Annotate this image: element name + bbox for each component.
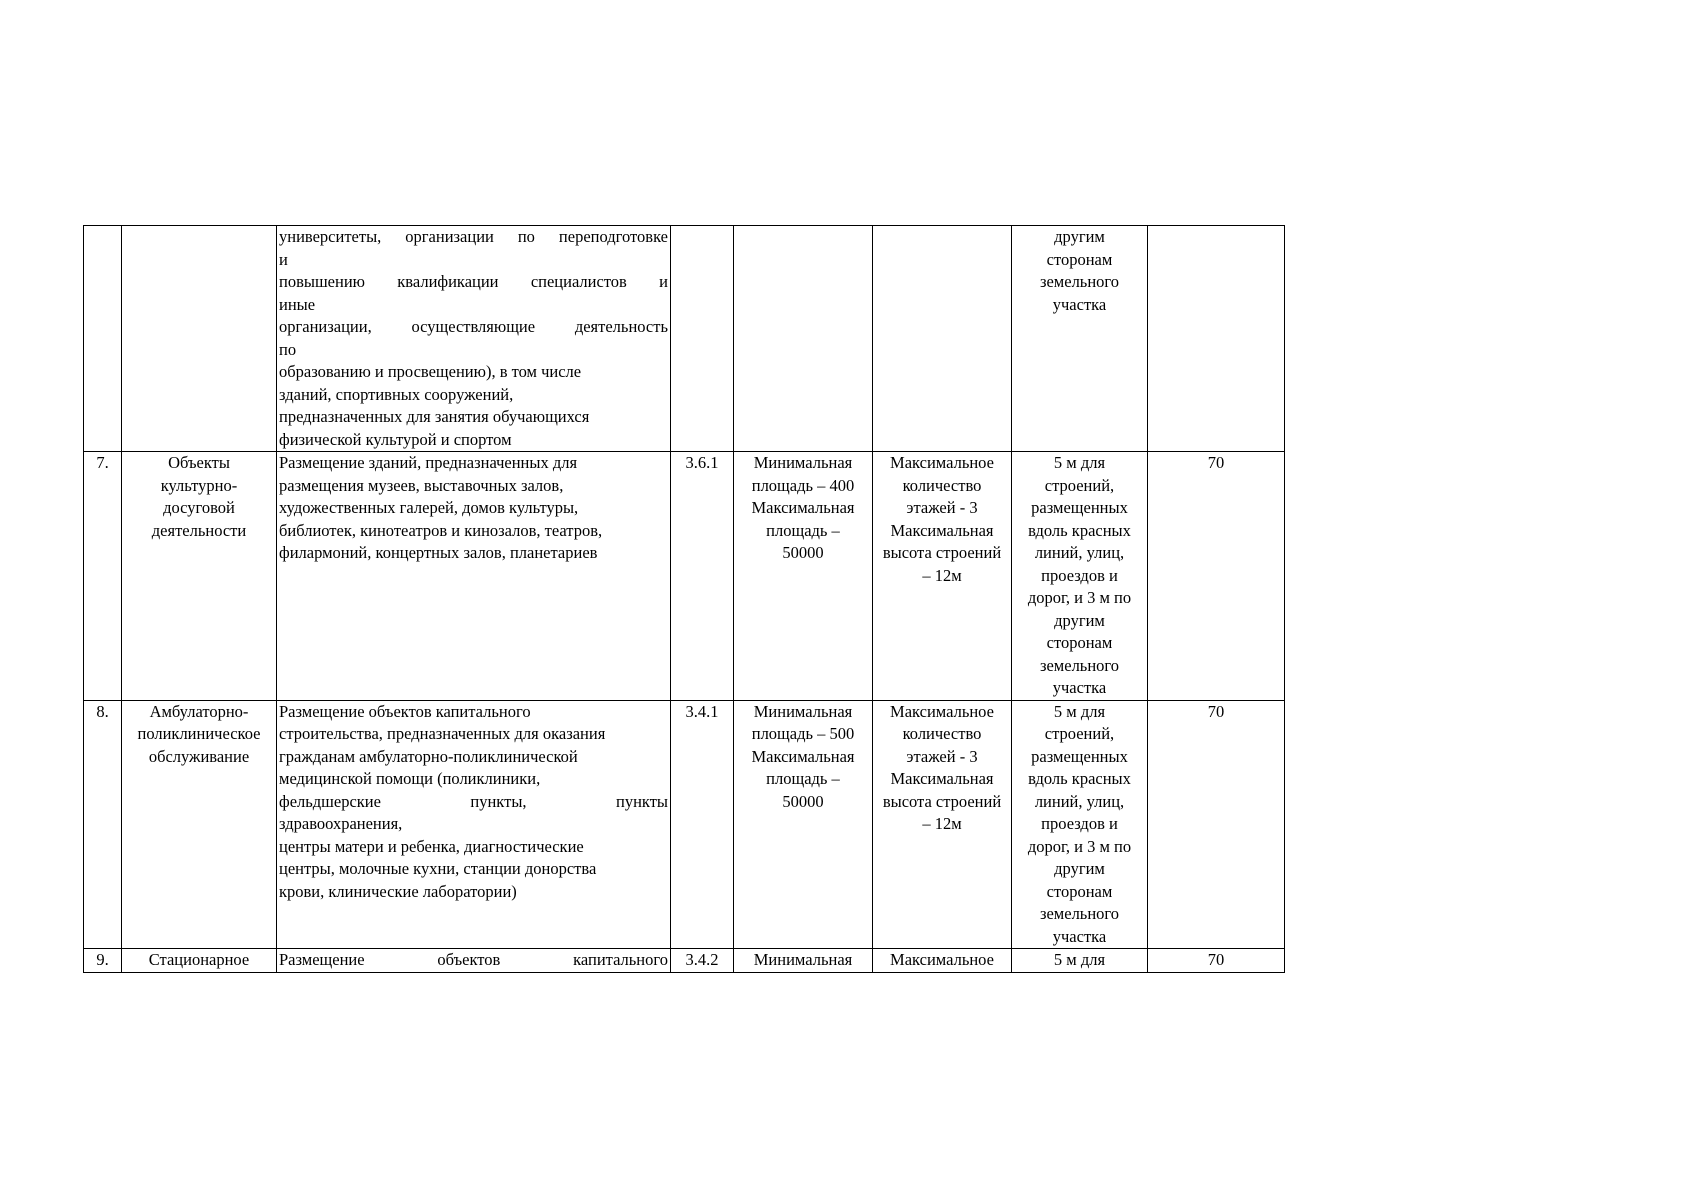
setback-line: другим xyxy=(1054,227,1105,246)
setback-line: сторонам xyxy=(1046,881,1113,901)
height-limits-line: количество xyxy=(902,724,982,743)
use-description-line: художественных галерей, домов культуры, xyxy=(279,498,579,517)
setback-cell xyxy=(1012,700,1148,949)
use-description-line: филармоний, концертных залов, планетариев xyxy=(279,543,598,562)
setback-line: линий, улиц, xyxy=(1034,791,1125,811)
plot-area-cell xyxy=(734,226,873,452)
use-description-line: образованию и просвещению), в том числе xyxy=(279,362,582,381)
use-description-line: библиотек, кинотеатров и кинозалов, театров, xyxy=(279,520,603,540)
setback-line: 5 м для xyxy=(1053,701,1106,721)
plot-area-cell xyxy=(734,949,873,973)
use-description-cell xyxy=(277,452,671,701)
use-description-line: крови, клинические лаборатории) xyxy=(279,881,517,901)
height-limits-cell xyxy=(873,700,1012,949)
coverage-percent: 70 xyxy=(1207,950,1225,969)
setback-line: 5 м для xyxy=(1053,453,1106,472)
classifier-code-cell xyxy=(671,949,734,973)
plot-area-line: площадь – xyxy=(766,769,840,788)
use-name-line: поликлиническое xyxy=(137,724,261,743)
setback-line: участка xyxy=(1052,678,1107,697)
classifier-code-cell xyxy=(671,700,734,949)
use-description-line: организации, осуществляющие деятельность xyxy=(279,317,668,336)
use-description-line: гражданам амбулаторно-поликлинической xyxy=(279,746,578,766)
row-number: 8. xyxy=(96,701,109,721)
height-limits-line: – 12м xyxy=(922,814,962,833)
plot-area-cell xyxy=(734,700,873,949)
table-row xyxy=(84,949,1285,973)
height-limits-line: высота строений xyxy=(882,543,1002,562)
use-description-line: Размещение объектов капитального xyxy=(279,950,668,969)
setback-line: линий, улиц, xyxy=(1034,543,1125,562)
height-limits-line: этажей - 3 xyxy=(906,498,978,517)
use-name-line: досуговой xyxy=(163,498,235,517)
plot-area-cell xyxy=(734,452,873,701)
use-description-line: центры, молочные кухни, станции донорства xyxy=(279,859,597,878)
coverage-percent-cell xyxy=(1148,700,1285,949)
setback-line: дорог, и 3 м по xyxy=(1027,836,1132,856)
plot-area-line: площадь – xyxy=(766,520,840,540)
use-description-line: медицинской помощи (поликлиники, xyxy=(279,769,541,788)
setback-line: участка xyxy=(1052,926,1107,946)
use-description-line: и xyxy=(279,249,288,269)
height-limits-cell xyxy=(873,226,1012,452)
plot-area-line: площадь – 400 xyxy=(751,475,855,495)
setback-line: земельного xyxy=(1039,904,1120,923)
height-limits-line: количество xyxy=(902,475,982,495)
setback-line: проездов и xyxy=(1041,565,1118,585)
table-row xyxy=(84,452,1285,701)
setback-line: строений, xyxy=(1044,724,1115,743)
zoning-regulations-table xyxy=(83,225,1285,973)
height-limits-line: Максимальная xyxy=(890,769,994,788)
use-description-line: физической культурой и спортом xyxy=(279,429,512,449)
use-name-line: Объекты xyxy=(168,453,230,472)
setback-line: сторонам xyxy=(1046,633,1113,652)
height-limits-line: Максимальное xyxy=(890,950,994,969)
setback-line: вдоль красных xyxy=(1028,520,1131,540)
height-limits-line: Максимальное xyxy=(890,453,994,472)
use-description-line: центры матери и ребенка, диагностические xyxy=(279,836,584,856)
setback-line: строений, xyxy=(1044,475,1115,495)
coverage-percent-cell xyxy=(1148,949,1285,973)
plot-area-line: Максимальная xyxy=(751,498,855,517)
height-limits-cell xyxy=(873,949,1012,973)
use-description-line: по xyxy=(279,339,297,359)
use-name-line: Стационарное xyxy=(148,950,250,969)
setback-line: другим xyxy=(1054,859,1105,878)
plot-area-line: Минимальная xyxy=(753,950,853,969)
setback-cell xyxy=(1012,452,1148,701)
table-row xyxy=(84,700,1285,949)
setback-line: размещенных xyxy=(1031,498,1128,517)
use-name-cell xyxy=(122,226,277,452)
setback-cell xyxy=(1012,226,1148,452)
setback-line: проездов и xyxy=(1041,814,1118,833)
height-limits-line: – 12м xyxy=(922,565,962,585)
row-number-cell xyxy=(84,452,122,701)
table-row xyxy=(84,226,1285,452)
plot-area-line: площадь – 500 xyxy=(751,724,855,743)
plot-area-line: Минимальная xyxy=(753,453,853,472)
use-name-line: обслуживание xyxy=(148,746,250,766)
setback-line: земельного xyxy=(1039,272,1120,291)
coverage-percent-cell xyxy=(1148,226,1285,452)
plot-area-line: 50000 xyxy=(782,791,824,811)
classifier-code: 3.6.1 xyxy=(685,453,719,472)
use-description-line: иные xyxy=(279,294,316,314)
height-limits-line: этажей - 3 xyxy=(906,746,978,766)
coverage-percent-cell xyxy=(1148,452,1285,701)
plot-area-line: Минимальная xyxy=(753,701,853,721)
use-description-cell xyxy=(277,949,671,973)
classifier-code-cell xyxy=(671,452,734,701)
height-limits-cell xyxy=(873,452,1012,701)
use-description-line: строительства, предназначенных для оказания xyxy=(279,724,606,743)
use-description-line: предназначенных для занятия обучающихся xyxy=(279,407,590,426)
use-description-line: размещения музеев, выставочных залов, xyxy=(279,475,564,495)
row-number-cell xyxy=(84,226,122,452)
use-name-line: Амбулаторно- xyxy=(149,701,249,721)
setback-line: дорог, и 3 м по xyxy=(1027,588,1132,607)
use-description-cell xyxy=(277,226,671,452)
height-limits-line: высота строений xyxy=(882,791,1002,811)
use-description-line: зданий, спортивных сооружений, xyxy=(279,384,514,404)
coverage-percent: 70 xyxy=(1207,701,1225,721)
row-number: 7. xyxy=(96,453,109,472)
plot-area-line: 50000 xyxy=(782,543,824,562)
setback-line: сторонам xyxy=(1046,249,1113,269)
setback-line: участка xyxy=(1052,294,1107,314)
classifier-code-cell xyxy=(671,226,734,452)
row-number: 9. xyxy=(96,950,109,969)
setback-line: размещенных xyxy=(1031,746,1128,766)
use-name-line: культурно- xyxy=(160,475,238,495)
use-description-line: университеты, организации по переподготовке xyxy=(279,227,668,246)
row-number-cell xyxy=(84,949,122,973)
use-name-cell xyxy=(122,452,277,701)
use-description-line: фельдшерские пункты, пункты xyxy=(279,791,668,811)
height-limits-line: Максимальная xyxy=(890,520,994,540)
use-name-cell xyxy=(122,700,277,949)
use-description-line: Размещение объектов капитального xyxy=(279,701,531,721)
setback-line: вдоль красных xyxy=(1028,769,1131,788)
use-name-line: деятельности xyxy=(151,520,247,540)
height-limits-line: Максимальное xyxy=(890,701,994,721)
setback-line: земельного xyxy=(1039,655,1120,675)
use-name-cell xyxy=(122,949,277,973)
plot-area-line: Максимальная xyxy=(751,746,855,766)
use-description-line: Размещение зданий, предназначенных для xyxy=(279,453,578,472)
classifier-code: 3.4.2 xyxy=(685,950,719,969)
classifier-code: 3.4.1 xyxy=(685,701,719,721)
setback-line: 5 м для xyxy=(1053,950,1106,969)
use-description-line: здравоохранения, xyxy=(279,814,403,833)
table-body xyxy=(84,226,1285,973)
use-description-line: повышению квалификации специалистов и xyxy=(279,272,668,291)
use-description-cell xyxy=(277,700,671,949)
setback-cell xyxy=(1012,949,1148,973)
setback-line: другим xyxy=(1054,610,1105,630)
coverage-percent: 70 xyxy=(1207,453,1225,472)
row-number-cell xyxy=(84,700,122,949)
